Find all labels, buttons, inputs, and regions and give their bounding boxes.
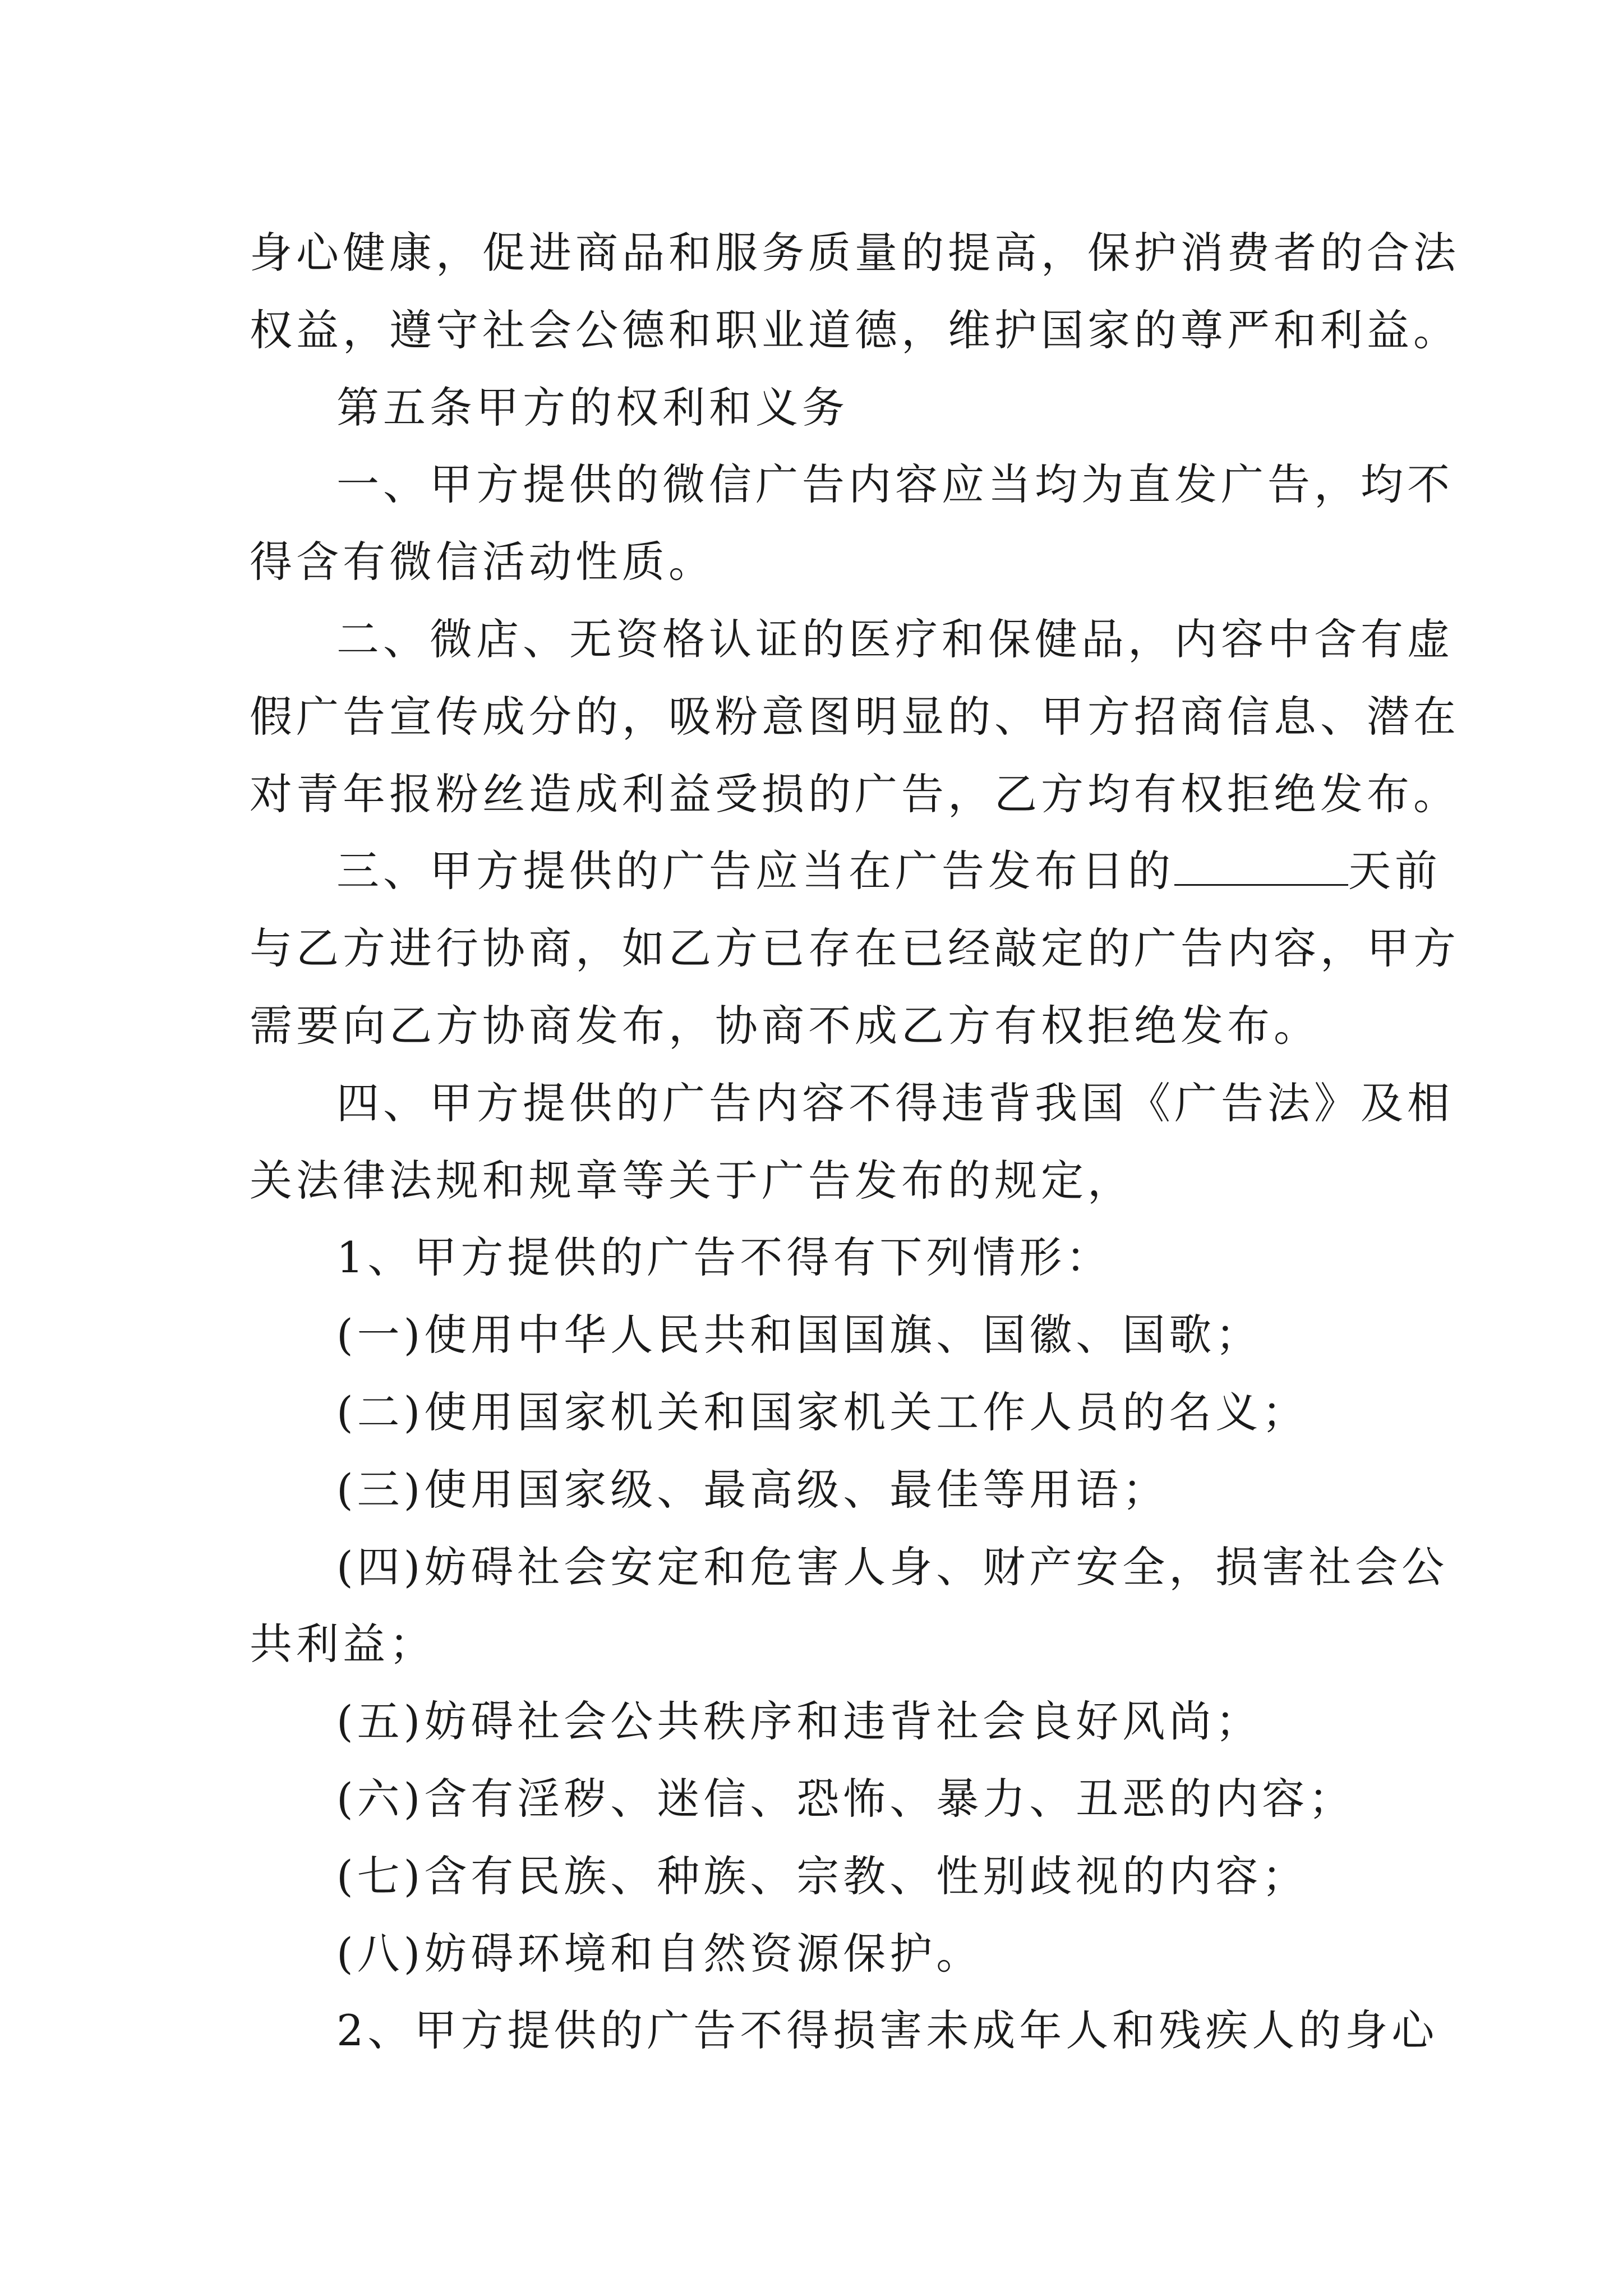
list-item: (三)使用国家级、最高级、最佳等用语； [336, 1464, 1169, 1515]
text-line: 四、甲方提供的广告内容不得违背我国《广告法》及相 [336, 1078, 1454, 1128]
list-heading: 1、甲方提供的广告不得有下列情形： [336, 1232, 1113, 1283]
text-line: 一、甲方提供的微信广告内容应当均为直发广告，均不 [336, 459, 1454, 510]
list-item: (五)妨碍社会公共秩序和违背社会良好风尚； [336, 1696, 1262, 1747]
text-line: 二、微店、无资格认证的医疗和保健品，内容中含有虚 [336, 614, 1454, 664]
text-line: 与乙方进行协商，如乙方已存在已经敲定的广告内容，甲方 [250, 923, 1460, 974]
text-line: 身心健康，促进商品和服务质量的提高，保护消费者的合法 [250, 228, 1460, 278]
text-line-with-blank [250, 832, 1441, 910]
text-line: 对青年报粉丝造成利益受损的广告，乙方均有权拒绝发布。 [250, 769, 1460, 819]
list-heading: 2、甲方提供的广告不得损害未成年人和残疾人的身心 [336, 2005, 1438, 2056]
text-line: 关法律法规和规章等关于广告发布的规定， [250, 1155, 1134, 1205]
text-line: 权益，遵守社会公德和职业道德，维护国家的尊严和利益。 [250, 305, 1460, 355]
text-line: 假广告宣传成分的，吸粉意图明显的、甲方招商信息、潜在 [250, 691, 1460, 742]
fill-in-blank [1174, 881, 1348, 886]
list-item: (八)妨碍环境和自然资源保护。 [336, 1928, 983, 1978]
list-item: (一)使用中华人民共和国国旗、国徽、国歌； [336, 1310, 1262, 1360]
list-item: (二)使用国家机关和国家机关工作人员的名义； [336, 1387, 1309, 1437]
text-line: 共利益； [250, 1619, 436, 1669]
list-item: (七)含有民族、种族、宗教、性别歧视的内容； [336, 1851, 1309, 1901]
text-line: 得含有微信活动性质。 [250, 537, 715, 587]
article-heading: 第五条甲方的权利和义务 [336, 382, 849, 432]
text-line: 需要向乙方协商发布，协商不成乙方有权拒绝发布。 [250, 1000, 1320, 1051]
list-item: (六)含有淫秽、迷信、恐怖、暴力、丑恶的内容； [336, 1773, 1355, 1824]
list-item: (四)妨碍社会安定和危害人身、财产安全，损害社会公 [336, 1542, 1449, 1592]
text-segment: 天前 [1348, 846, 1441, 896]
document-body [250, 214, 1460, 2069]
text-segment: 三、甲方提供的广告应当在广告发布日的 [336, 846, 1174, 896]
